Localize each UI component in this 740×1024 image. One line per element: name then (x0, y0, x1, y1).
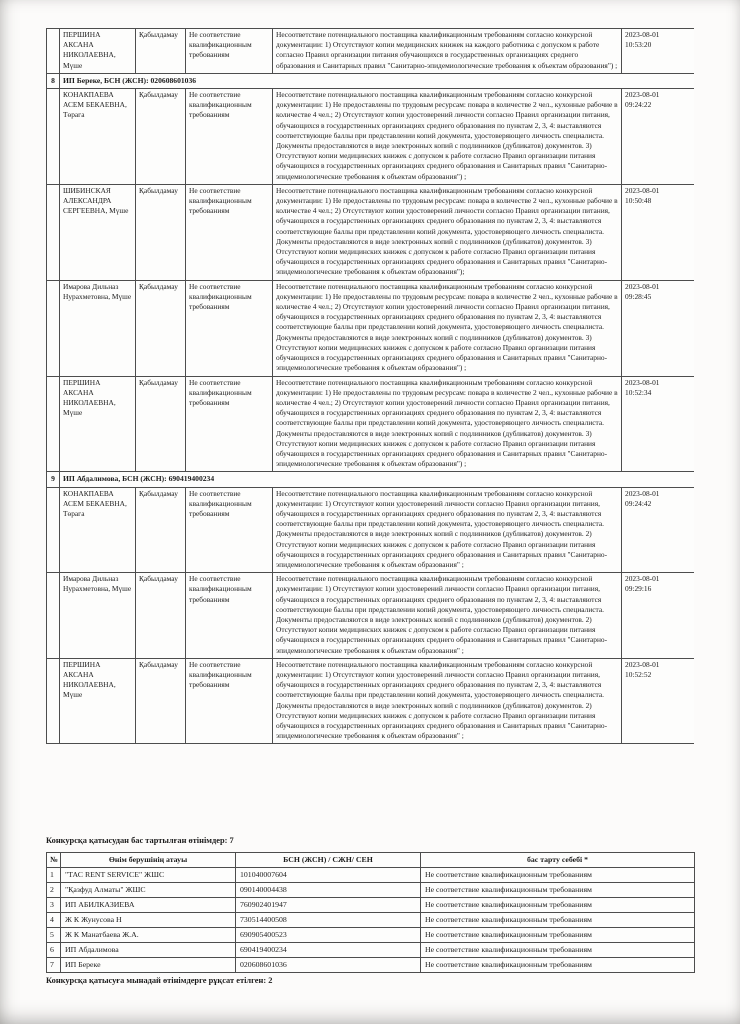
commission-member-name: КОНАКПАЕВА АСЕМ БЕКАЕВНА, Төрага (60, 487, 136, 573)
supplier-reason-cell: Не соответствие квалификационным требованиям (421, 882, 695, 897)
decision-cell: Қабылдамау (136, 487, 186, 573)
member-review-row (47, 658, 695, 744)
rejected-supplier-row (47, 927, 695, 942)
supplier-bin-cell: 690419400234 (236, 943, 421, 958)
supplier-name-cell: "ТАС RENT SERVICE" ЖШС (61, 867, 236, 882)
verdict-cell: Не соответствие квалификационным требованиям (186, 376, 273, 472)
timestamp-cell (622, 376, 695, 472)
rejection-reason-cell: Несоответствие потенциального поставщика квалификационным требованиям согласно конкурсной документации: 1) Не предоставлены по трудовым ресурсам: повара в количестве 2 чел., кухонные рабочие в количестве 4 чел.; 2) Отсутствуют копии удостоверений личности согласно Правил организации питания, обучающихся в государственных организациях среднего образования по пунктам 2, 3, 4: выставляются соответствующие баллы при представлении копий документа, удостоверяющего личность специалиста. Документы предоставляются в виде электронных копий с подлинников (дубликатов) документов. 3) Отсутствуют копии медицинских книжек с допуском к работе согласно Правил организации питания обучающихся в государственных организациях среднего образования и Санитарных правил "Санитарно-эпидемиологические требования к объектам образования") ; (273, 280, 622, 376)
timestamp-cell (622, 658, 695, 744)
rejection-reason-cell: Несоответствие потенциального поставщика квалификационным требованиям согласно конкурсной документации: 1) Не предоставлены по трудовым ресурсам: повара в количестве 2 чел., кухонные рабочие в количестве 4 чел.; 2) Отсутствуют копии удостоверений личности согласно Правил организации питания, обучающихся в государственных организациях среднего образования по пунктам 2, 3, 4: выставляются соответствующие баллы при представлении копий документа, удостоверяющего личность специалиста. Документы предоставляются в виде электронных копий с подлинников (дубликатов) документов. 3) Отсутствуют копии медицинских книжек с допуском к работе согласно Правил организации питания обучающихся в государственных организациях среднего образования и Санитарных правил "Санитарно-эпидемиологические требования к объектам образования"); (273, 184, 622, 280)
member-review-row (47, 376, 695, 472)
date-value: 2023-08-01 (625, 377, 660, 387)
supplier-number-cell: 5 (47, 927, 61, 942)
supplier-bin-cell: 101040007604 (236, 867, 421, 882)
rejected-supplier-row (47, 958, 695, 973)
supplier-section-label: ИП Абдалимова, БСН (ЖСН): 690419400234 (60, 472, 695, 487)
supplier-reason-cell: Не соответствие квалификационным требованиям (421, 912, 695, 927)
date-value: 2023-08-01 (625, 574, 660, 584)
supplier-bin-cell: 730514400508 (236, 912, 421, 927)
qualification-review-table (46, 28, 694, 744)
time-value: 09:29:16 (625, 584, 652, 594)
review-table-body (47, 29, 695, 744)
supplier-reason-cell: Не соответствие квалификационным требованиям (421, 897, 695, 912)
commission-member-name: Имарова Дильназ Нурахметовна, Мүше (60, 280, 136, 376)
row-number-cell (47, 280, 60, 376)
decision-cell: Қабылдамау (136, 376, 186, 472)
supplier-reason-cell: Не соответствие квалификационным требованиям (421, 958, 695, 973)
verdict-cell: Не соответствие квалификационным требованиям (186, 658, 273, 744)
supplier-bin-cell: 020608601036 (236, 958, 421, 973)
commission-member-name: ПЕРШИНА АКСАНА НИКОЛАЕВНА, Мүше (60, 658, 136, 744)
date-value: 2023-08-01 (625, 185, 660, 195)
verdict-cell: Не соответствие квалификационным требованиям (186, 89, 273, 185)
verdict-cell: Не соответствие квалификационным требованиям (186, 29, 273, 74)
supplier-name-cell: Ж К Жунусова Н (61, 912, 236, 927)
supplier-number-cell: 1 (47, 867, 61, 882)
date-value: 2023-08-01 (625, 659, 660, 669)
time-value: 09:28:45 (625, 291, 652, 301)
header-rejection-reason: бас тарту себебі * (421, 853, 695, 868)
supplier-number-cell: 7 (47, 958, 61, 973)
verdict-cell: Не соответствие квалификационным требованиям (186, 487, 273, 573)
supplier-bin-cell: 690905400523 (236, 927, 421, 942)
rejection-reason-cell: Несоответствие потенциального поставщика квалификационным требованиям согласно конкурсной документации: 1) Отсутствуют копии удостоверений личности согласно Правил организации питания, обучающихся в государственных организациях среднего образования по пунктам 2, 3, 4: выставляются соответствующие баллы при представлении копий документа, удостоверяющего личность специалиста. Документы предоставляются в виде электронных копий с подлинников (дубликатов) документов. 2) Отсутствуют копии медицинских книжек с допуском к работе согласно Правил организации питания обучающихся в государственных организациях среднего образования и Санитарных правил "Санитарно-эпидемиологические требования к объектам образования" ; (273, 658, 622, 744)
supplier-reason-cell: Не соответствие квалификационным требованиям (421, 867, 695, 882)
supplier-number-cell: 2 (47, 882, 61, 897)
supplier-section-label: ИП Береке, БСН (ЖСН): 020608601036 (60, 73, 695, 88)
supplier-name-cell: ИП Береке (61, 958, 236, 973)
admitted-applications-note: Конкурсқа қатысуға мынадай өтінімдерге рұқсат етілген: 2 (46, 976, 273, 985)
date-value: 2023-08-01 (625, 30, 660, 39)
verdict-cell: Не соответствие квалификационным требованиям (186, 573, 273, 659)
member-review-row (47, 89, 695, 185)
timestamp-cell (622, 573, 695, 659)
supplier-index-cell: 9 (47, 472, 60, 487)
date-value: 2023-08-01 (625, 90, 660, 100)
timestamp-cell (622, 29, 695, 74)
rejection-reason-cell: Несоответствие потенциального поставщика квалификационным требованиям согласно конкурсной документации: 1) Отсутствуют копии удостоверений личности согласно Правил организации питания, обучающихся в государственных организациях среднего образования по пунктам 2, 3, 4: выставляются соответствующие баллы при представлении копий документа, удостоверяющего личность специалиста. Документы предоставляются в виде электронных копий с подлинников (дубликатов) документов. 2) Отсутствуют копии медицинских книжек с допуском к работе согласно Правил организации питания обучающихся в государственных организациях среднего образования и Санитарных правил "Санитарно-эпидемиологические требования к объектам образования" ; (273, 573, 622, 659)
header-supplier-name: Өнім берушінің атауы (61, 853, 236, 868)
rejected-supplier-row (47, 882, 695, 897)
rejection-reason-cell: Несоответствие потенциального поставщика квалификационным требованиям согласно конкурсной документации: 1) Не предоставлены по трудовым ресурсам: повара в количестве 2 чел., кухонные рабочие в количестве 4 чел.; 2) Отсутствуют копии удостоверений личности согласно Правил организации питания, обучающихся в государственных организациях среднего образования по пунктам 2, 3, 4: выставляются соответствующие баллы при представлении копий документа, удостоверяющего личность специалиста. Документы предоставляются в виде электронных копий с подлинников (дубликатов) документов. 3) Отсутствуют копии медицинских книжек с допуском к работе согласно Правил организации питания обучающихся в государственных организациях среднего образования и Санитарных правил "Санитарно-эпидемиологические требования к объектам образования") ; (273, 89, 622, 185)
rejection-reason-cell: Несоответствие потенциального поставщика квалификационным требованиям согласно конкурсной документации: 1) Отсутствуют копии медицинских книжек на каждого работника с допуском к работе согласно Правил организации питания обучающихся в государственных организациях среднего образования и Санитарных правил "Санитарно-эпидемиологические требования к объектам образования") ; (273, 29, 622, 74)
commission-member-name: ПЕРШИНА АКСАНА НИКОЛАЕВНА, Мүше (60, 376, 136, 472)
supplier-section-row (47, 472, 695, 487)
row-number-cell (47, 658, 60, 744)
supplier-index-cell: 8 (47, 73, 60, 88)
commission-member-name: Имарова Дильназ Нурахметовна, Мүше (60, 573, 136, 659)
time-value: 10:52:52 (625, 669, 652, 679)
member-review-row (47, 573, 695, 659)
rejected-table-header-row (47, 853, 695, 868)
supplier-number-cell: 6 (47, 943, 61, 958)
decision-cell: Қабылдамау (136, 89, 186, 185)
date-value: 2023-08-01 (625, 281, 660, 291)
row-number-cell (47, 573, 60, 659)
qualification-review-section (46, 28, 694, 744)
supplier-bin-cell: 760902401947 (236, 897, 421, 912)
rejected-supplier-row (47, 943, 695, 958)
rejected-applications-section (46, 852, 695, 973)
time-value: 09:24:42 (625, 498, 652, 508)
date-value: 2023-08-01 (625, 488, 660, 498)
supplier-name-cell: ИП Абдалимова (61, 943, 236, 958)
time-value: 09:24:22 (625, 100, 652, 110)
supplier-name-cell: ИП АБИЛКАЗИЕВА (61, 897, 236, 912)
rejected-supplier-row (47, 897, 695, 912)
supplier-reason-cell: Не соответствие квалификационным требованиям (421, 943, 695, 958)
member-review-row (47, 280, 695, 376)
rejected-applications-table (46, 852, 695, 973)
member-review-row (47, 184, 695, 280)
time-value: 10:52:34 (625, 387, 652, 397)
commission-member-name: ПЕРШИНА АКСАНА НИКОЛАЕВНА, Мүше (60, 29, 136, 74)
row-number-cell (47, 487, 60, 573)
timestamp-cell (622, 184, 695, 280)
commission-member-name: ШИБИНСКАЯ АЛЕКСАНДРА СЕРГЕЕВНА, Мүше (60, 184, 136, 280)
supplier-name-cell: Ж К Манатбаева Ж.А. (61, 927, 236, 942)
rejection-reason-cell: Несоответствие потенциального поставщика квалификационным требованиям согласно конкурсной документации: 1) Отсутствуют копии удостоверений личности согласно Правил организации питания, обучающихся в государственных организациях среднего образования по пунктам 2, 3, 4: выставляются соответствующие баллы при представлении копий документа, удостоверяющего личность специалиста. Документы предоставляются в виде электронных копий с подлинников (дубликатов) документов. 2) Отсутствуют копии медицинских книжек с допуском к работе согласно Правил организации питания обучающихся в государственных организациях среднего образования и Санитарных правил "Санитарно-эпидемиологические требования к объектам образования" ; (273, 487, 622, 573)
decision-cell: Қабылдамау (136, 29, 186, 74)
verdict-cell: Не соответствие квалификационным требованиям (186, 184, 273, 280)
row-number-cell (47, 89, 60, 185)
row-number-cell (47, 29, 60, 74)
timestamp-cell (622, 280, 695, 376)
row-number-cell (47, 184, 60, 280)
decision-cell: Қабылдамау (136, 184, 186, 280)
supplier-bin-cell: 090140004438 (236, 882, 421, 897)
decision-cell: Қабылдамау (136, 280, 186, 376)
rejected-table-body (47, 867, 695, 973)
commission-member-name: КОНАКПАЕВА АСЕМ БЕКАЕВНА, Төрага (60, 89, 136, 185)
timestamp-cell (622, 89, 695, 185)
rejection-reason-cell: Несоответствие потенциального поставщика квалификационным требованиям согласно конкурсной документации: 1) Не предоставлены по трудовым ресурсам: повара в количестве 2 чел., кухонные рабочие в количестве 4 чел.; 2) Отсутствуют копии удостоверений личности согласно Правил организации питания, обучающихся в государственных организациях среднего образования по пунктам 2, 3, 4: выставляются соответствующие баллы при представлении копий документа, удостоверяющего личность специалиста. Документы предоставляются в виде электронных копий с подлинников (дубликатов) документов. 3) Отсутствуют копии медицинских книжек с допуском к работе согласно Правил организации питания обучающихся в государственных организациях среднего образования и Санитарных правил "Санитарно-эпидемиологические требования к объектам образования") ; (273, 376, 622, 472)
member-review-row (47, 29, 695, 74)
time-value: 10:53:20 (625, 40, 652, 50)
supplier-reason-cell: Не соответствие квалификационным требованиям (421, 927, 695, 942)
decision-cell: Қабылдамау (136, 573, 186, 659)
rejected-supplier-row (47, 912, 695, 927)
decision-cell: Қабылдамау (136, 658, 186, 744)
supplier-section-row (47, 73, 695, 88)
member-review-row (47, 487, 695, 573)
verdict-cell: Не соответствие квалификационным требованиям (186, 280, 273, 376)
timestamp-cell (622, 487, 695, 573)
rejected-applications-title: Конкурсқа қатысудан бас тартылған өтінімдер: 7 (46, 836, 234, 845)
supplier-number-cell: 4 (47, 912, 61, 927)
rejected-supplier-row (47, 867, 695, 882)
header-number: № (47, 853, 61, 868)
header-bin: БСН (ЖСН) / СЖН/ СЕН (236, 853, 421, 868)
time-value: 10:50:48 (625, 196, 652, 206)
supplier-name-cell: "Қазфуд Алматы" ЖШС (61, 882, 236, 897)
supplier-number-cell: 3 (47, 897, 61, 912)
row-number-cell (47, 376, 60, 472)
